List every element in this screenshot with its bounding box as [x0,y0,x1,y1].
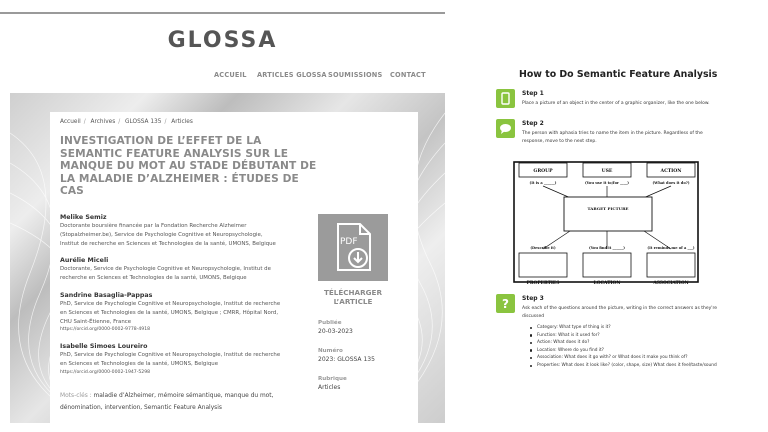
organizer-action-question: (What does it do?) [652,181,690,185]
organizer-properties-label: PROPERTIES [526,281,560,284]
step3-label: Step 3 [522,295,544,302]
article-card [50,112,418,423]
author-block [60,257,310,283]
breadcrumb: Accueil / Archives / GLOSSA 135 / Articles [60,119,193,125]
keywords-line: dénomination, intervention, Semantic Feature Analysis [60,405,222,411]
organizer-group-label: GROUP [533,169,553,174]
author-block [60,343,310,377]
meta-section [318,375,408,392]
download-label-line: TÉLÉCHARGER [323,288,383,297]
list-item: Location: Where do you find it? [529,347,733,355]
author-affiliation: Doctorante, Service de Psychologie Cognitive et Neuropsychologie, Institut de [60,266,271,272]
author-name: Melike Semiz [60,214,107,221]
tablet-icon [496,89,515,108]
download-label[interactable] [314,288,392,306]
step3-text-line: Ask each of the questions around the picture, writing in the correct answers as they're [522,306,718,311]
meta-value: Articles [318,384,341,391]
step3-text [522,305,732,321]
organizer-target-picture: TARGET PICTURE [587,206,629,211]
author-orcid-link[interactable]: https://orcid.org/0000-0002-9778-4918 [60,327,151,333]
top-divider [0,12,445,14]
keywords-label: Mots-clés : [60,393,92,399]
keywords-line: maladie d’Alzheimer, mémoire sémantique, manque du mot, [93,393,274,399]
author-affiliation: en Sciences et Technologies de la santé, UMONS, Belgique ; CMRR, Hôpital Nord, [60,309,279,316]
breadcrumb-issue[interactable]: GLOSSA 135 [125,119,162,125]
list-item: Action: What does it do? [529,339,733,347]
organizer-use-label: USE [601,169,613,174]
organizer-action-label: ACTION [660,169,682,174]
nav-articles-glossa[interactable]: ARTICLES GLOSSA [257,71,327,79]
pdf-icon-label: PDF [340,237,358,247]
list-item: Association: What does it go with? or What does it make you think of? [529,354,733,362]
main-nav [0,71,445,83]
breadcrumb-articles: Articles [171,119,193,125]
pdf-download-icon [318,214,388,281]
step2-text-line: response, move to the next step. [522,139,597,144]
nav-soumissions[interactable]: SOUMISSIONS [328,71,383,79]
organizer-use-question: (You use it to/for ____) [584,181,630,185]
author-block [60,292,310,334]
question-mark-icon [496,294,515,313]
list-item: Function: What is it used for? [529,332,733,340]
organizer-describe: (Describe it) [530,246,556,250]
list-item: Properties: What does it look like? (color, shape, size) What does it feel/taste/sound [529,362,733,370]
author-affiliation: Doctorante boursière financée par la Fondation Recherche Alzheimer [60,223,247,229]
breadcrumb-accueil[interactable]: Accueil [60,119,81,125]
site-logo[interactable]: GLOSSA [167,28,278,53]
step2-text-line: The person with aphasia tries to name the item in the picture. Regardless of the [522,131,703,136]
meta-label: Publiée [318,320,342,326]
article-title: INVESTIGATION DE L’EFFET DE LA SEMANTIC FEATURE ANALYSIS SUR LE MANQUE DU MOT AU STADE DÉBUTANT DE LA MALADIE D’ALZHEIMER : ÉTUDES DE CAS [60,135,317,198]
author-affiliation: PhD, Service de Psychologie Cognitive et Neuropsychologie, Institut de recherche [60,352,281,358]
worksheet-title: How to Do Semantic Feature Analysis [519,69,718,80]
author-name: Sandrine Basaglia-Pappas [60,292,153,299]
meta-label: Rubrique [318,376,347,382]
keywords [60,390,310,414]
author-affiliation: PhD, Service de Psychologie Cognitive et Neuropsychologie, Institut de recherche [60,301,281,307]
nav-contact[interactable]: CONTACT [390,71,426,79]
organizer-association-label: ASSOCIATION [653,281,689,284]
download-label-line: L’ARTICLE [333,297,373,306]
author-affiliation: (Stopalzheimer.be), Service de Psychologie Cognitive et Neuropsychologie, [60,231,263,238]
author-name: Isabelle Simoes Loureiro [60,343,148,350]
organizer-it-is: (It is a ______) [529,181,557,185]
meta-published [318,319,408,336]
meta-value: 20-03-2023 [318,328,353,335]
graphic-organizer [513,159,699,284]
meta-value-link[interactable]: 2023: GLOSSA 135 [318,356,375,363]
step2-text [522,130,732,146]
step1-text: Place a picture of an object in the center of a graphic organizer, like the one below. [522,101,710,106]
author-orcid-link[interactable]: https://orcid.org/0000-0002-1947-5298 [60,369,151,375]
download-pdf-button[interactable] [318,214,388,281]
author-block [60,214,310,248]
author-affiliation: CHU Saint-Étienne, France [60,318,132,325]
meta-issue [318,347,408,364]
author-affiliation: Institut de recherche en Sciences et Technologies de la santé, UMONS, Belgique [60,240,276,247]
sfa-worksheet [483,62,733,382]
author-affiliation: recherche en Sciences et Technologies de la santé, UMONS, Belgique [60,274,247,281]
author-name: Aurélie Miceli [60,257,109,264]
speech-bubble-icon [496,119,515,138]
step1-label: Step 1 [522,90,544,97]
nav-accueil[interactable]: ACCUEIL [214,71,247,79]
step3-text-line: discussed [522,314,545,319]
breadcrumb-archives[interactable]: Archives [90,119,116,125]
author-affiliation: en Sciences et Technologies de la santé, UMONS, Belgique [60,360,219,367]
organizer-find: (You find it ______) [589,246,625,250]
meta-label: Numéro [318,348,343,354]
step2-label: Step 2 [522,120,544,127]
organizer-location-label: LOCATION [593,281,621,284]
question-list [529,324,733,370]
list-item: Category: What type of thing is it? [529,324,733,332]
svg-text:?: ? [502,297,509,311]
organizer-reminds: (It reminds me of a ___) [647,246,695,250]
